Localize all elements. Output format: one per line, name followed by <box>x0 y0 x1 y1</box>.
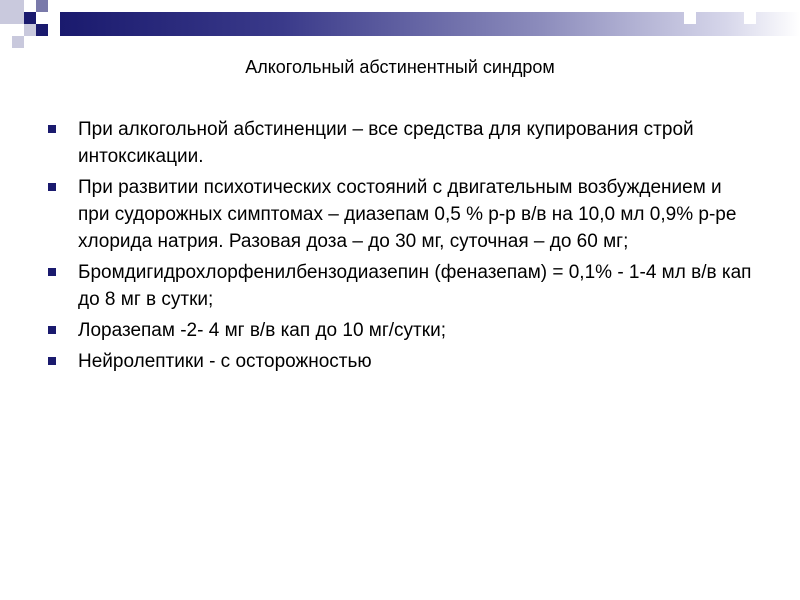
decor-square-7 <box>684 12 696 24</box>
decor-square-6 <box>12 36 24 48</box>
list-item <box>48 348 758 375</box>
square-bullet-icon <box>48 326 56 334</box>
bullet-text: При алкогольной абстиненции – все средства для купирования строй интоксикации. <box>78 119 694 167</box>
square-bullet-icon <box>48 357 56 365</box>
bullet-list <box>48 116 758 379</box>
square-bullet-icon <box>48 183 56 191</box>
slide-title: Алкогольный абстинентный синдром <box>245 57 555 77</box>
bullet-text: Бромдигидрохлорфенилбензодиазепин (феназепам) = 0,1% - 1-4 мл в/в кап до 8 мг в сутки; <box>78 262 752 310</box>
list-item <box>48 116 758 170</box>
list-item <box>48 174 758 255</box>
square-bullet-icon <box>48 268 56 276</box>
decor-square-4 <box>24 24 36 36</box>
decor-square-2 <box>24 12 36 24</box>
bullet-text: При развитии психотических состояний с двигательным возбуждением и при судорожных симптомах – диазепам 0,5 % р-р в/в на 10,0 мл 0,9% р-ре хлорида натрия. Разовая доза – до 30 мг, суточная – до 60 мг; <box>78 177 737 252</box>
decor-square-8 <box>744 12 756 24</box>
list-item <box>48 259 758 313</box>
decor-square-3 <box>36 0 48 12</box>
square-bullet-icon <box>48 125 56 133</box>
bullet-text: Лоразепам -2- 4 мг в/в кап до 10 мг/сутки; <box>78 320 446 341</box>
decor-square-5 <box>36 24 48 36</box>
list-item <box>48 317 758 344</box>
decor-square-1 <box>0 0 24 24</box>
bullet-text: Нейролептики - с осторожностью <box>78 351 372 372</box>
